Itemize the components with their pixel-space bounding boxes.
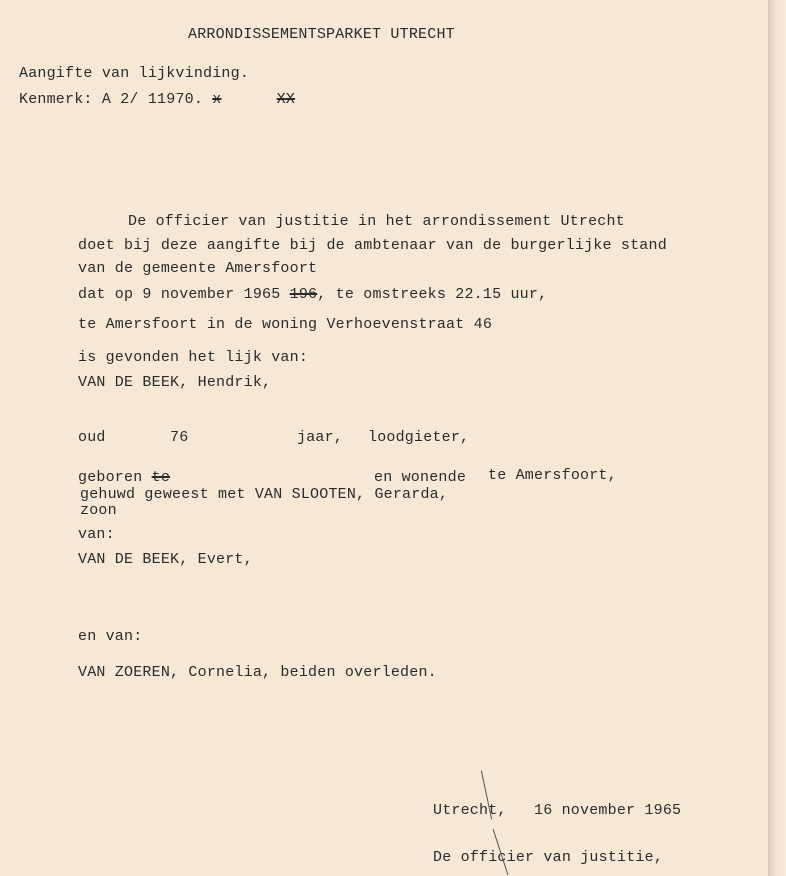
mother-name: VAN ZOEREN, Cornelia, beiden overleden. [78, 664, 437, 681]
kenmerk-value: A 2/ 11970. [101, 91, 204, 108]
age-label: oud [78, 429, 106, 446]
reference-line [19, 91, 295, 109]
age-unit: jaar, [297, 429, 344, 446]
occupation: loodgieter, [368, 429, 470, 446]
son-label: zoon [80, 502, 117, 519]
struck-mark-2: XX [276, 91, 296, 108]
signature-title: De officier van justitie, [433, 849, 664, 866]
page-edge [768, 0, 786, 876]
date-phrase: dat op 9 november 1965 [78, 286, 281, 303]
time-phrase: , te omstreeks 22.15 uur, [317, 286, 548, 303]
residing-label: en wonende [374, 469, 467, 486]
subject-line: Aangifte van lijkvinding. [19, 65, 250, 82]
of-label: van: [78, 526, 115, 543]
born-line [78, 469, 170, 487]
body-line-2: doet bij deze aangifte bij de ambtenaar van de burgerlijke stand [78, 237, 667, 254]
deceased-name: VAN DE BEEK, Hendrik, [78, 374, 272, 391]
signature-place: Utrecht, [433, 802, 507, 819]
struck-born: te [151, 469, 171, 486]
body-line-5: te Amersfoort in de woning Verhoevenstraat 46 [78, 316, 493, 333]
body-line-1: De officier van justitie in het arrondissement Utrecht [128, 213, 625, 230]
married-line: gehuwd geweest met VAN SLOOTEN, Gerarda, [80, 486, 449, 503]
born-label: geboren [78, 469, 143, 486]
struck-year: 196 [289, 286, 318, 303]
body-line-3: van de gemeente Amersfoort [78, 260, 318, 277]
residing-place: te Amersfoort, [488, 467, 617, 484]
body-line-4 [78, 286, 547, 304]
age-value: 76 [170, 429, 189, 446]
kenmerk-label: Kenmerk: [19, 91, 93, 108]
body-line-6: is gevonden het lijk van: [78, 349, 309, 366]
and-of-label: en van: [78, 628, 143, 645]
signature-date: 16 november 1965 [534, 802, 682, 819]
office-header: ARRONDISSEMENTSPARKET UTRECHT [188, 26, 455, 43]
struck-mark-1: x [212, 91, 222, 108]
father-name: VAN DE BEEK, Evert, [78, 551, 253, 568]
